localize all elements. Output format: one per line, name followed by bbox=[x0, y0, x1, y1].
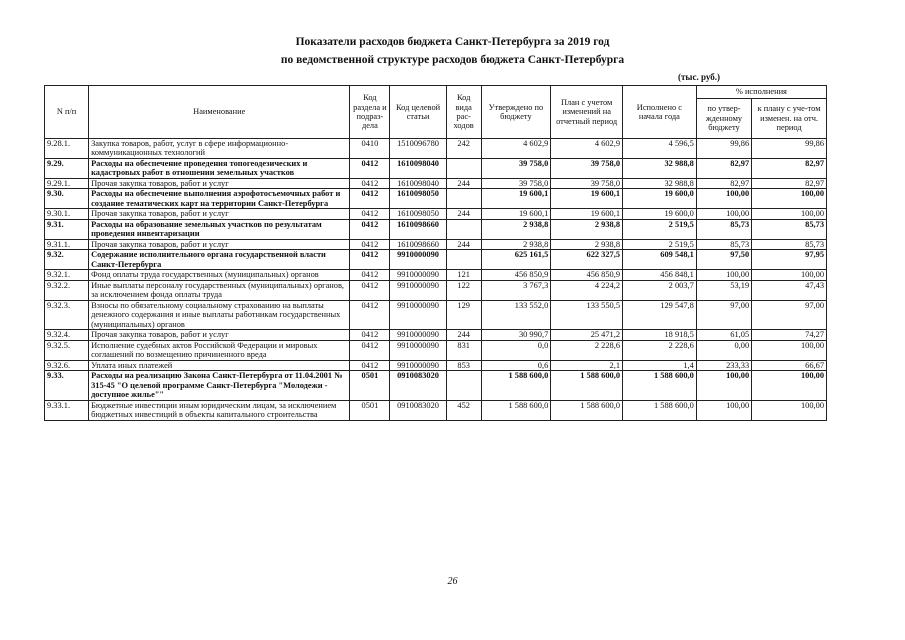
cell-name: Закупка товаров, работ, услуг в сфере информационно-коммуникационных технологий bbox=[89, 139, 350, 159]
header-percent-group: % исполнения bbox=[696, 86, 826, 99]
table-row bbox=[45, 340, 827, 360]
cell-plan: 39 758,0 bbox=[551, 178, 623, 188]
cell-approved: 625 161,5 bbox=[481, 250, 551, 270]
cell-executed: 2 519,5 bbox=[623, 239, 697, 249]
cell-executed: 2 003,7 bbox=[623, 280, 697, 300]
document-title-line1: Показатели расходов бюджета Санкт-Петербурга за 2019 год bbox=[295, 36, 610, 48]
cell-name: Фонд оплаты труда государственных (муниципальных) органов bbox=[89, 270, 350, 280]
cell-executed: 1,4 bbox=[623, 360, 697, 370]
table-row bbox=[45, 300, 827, 329]
cell-pct-plan: 66,67 bbox=[752, 360, 827, 370]
cell-section-code: 0412 bbox=[350, 280, 390, 300]
table-row bbox=[45, 400, 827, 420]
cell-num: 9.33.1. bbox=[45, 400, 89, 420]
cell-target-code: 9910000090 bbox=[390, 280, 446, 300]
cell-expense-type: 122 bbox=[446, 280, 481, 300]
cell-plan: 2 228,6 bbox=[551, 340, 623, 360]
cell-approved: 0,6 bbox=[481, 360, 551, 370]
cell-plan: 622 327,5 bbox=[551, 250, 623, 270]
header-plan: План с учетом изменений на отчетный период bbox=[551, 86, 623, 139]
cell-pct-plan: 74,27 bbox=[752, 330, 827, 340]
cell-executed: 456 848,1 bbox=[623, 270, 697, 280]
cell-name: Бюджетные инвестиции иным юридическим лицам, за исключением бюджетных инвестиций в объекты капитального строительства bbox=[89, 400, 350, 420]
cell-expense-type: 244 bbox=[446, 209, 481, 219]
cell-expense-type bbox=[446, 189, 481, 209]
table-row bbox=[45, 360, 827, 370]
cell-target-code: 1610098660 bbox=[390, 239, 446, 249]
cell-plan: 19 600,1 bbox=[551, 209, 623, 219]
table-row bbox=[45, 189, 827, 209]
cell-pct-plan: 100,00 bbox=[752, 189, 827, 209]
table-row bbox=[45, 158, 827, 178]
cell-pct-budget: 97,00 bbox=[696, 300, 751, 329]
cell-section-code: 0412 bbox=[350, 209, 390, 219]
cell-section-code: 0412 bbox=[350, 300, 390, 329]
cell-approved: 19 600,1 bbox=[481, 189, 551, 209]
cell-name: Прочая закупка товаров, работ и услуг bbox=[89, 330, 350, 340]
table-row bbox=[45, 239, 827, 249]
cell-section-code: 0412 bbox=[350, 219, 390, 239]
cell-pct-budget: 82,97 bbox=[696, 158, 751, 178]
cell-num: 9.33. bbox=[45, 371, 89, 400]
cell-name: Взносы по обязательному социальному страхованию на выплаты денежного содержания и иные выплаты работникам государственных (муниципальных) органов bbox=[89, 300, 350, 329]
cell-num: 9.32.5. bbox=[45, 340, 89, 360]
cell-num: 9.30. bbox=[45, 189, 89, 209]
cell-executed: 32 988,8 bbox=[623, 158, 697, 178]
cell-num: 9.31.1. bbox=[45, 239, 89, 249]
table-row bbox=[45, 250, 827, 270]
header-section-code: Код раздела и подраз-дела bbox=[350, 86, 390, 139]
header-pct-plan: к плану с уче-том изменен. на отч. период bbox=[752, 99, 827, 139]
cell-num: 9.31. bbox=[45, 219, 89, 239]
cell-name: Расходы на образование земельных участков по результатам проведения инвентаризации bbox=[89, 219, 350, 239]
cell-approved: 1 588 600,0 bbox=[481, 371, 551, 400]
cell-num: 9.32.6. bbox=[45, 360, 89, 370]
cell-expense-type: 244 bbox=[446, 330, 481, 340]
cell-pct-budget: 97,50 bbox=[696, 250, 751, 270]
cell-approved: 0,0 bbox=[481, 340, 551, 360]
cell-section-code: 0501 bbox=[350, 371, 390, 400]
cell-name: Прочая закупка товаров, работ и услуг bbox=[89, 239, 350, 249]
cell-plan: 2 938,8 bbox=[551, 219, 623, 239]
cell-executed: 18 918,5 bbox=[623, 330, 697, 340]
cell-approved: 456 850,9 bbox=[481, 270, 551, 280]
cell-expense-type: 242 bbox=[446, 139, 481, 159]
cell-pct-plan: 82,97 bbox=[752, 158, 827, 178]
cell-executed: 19 600,0 bbox=[623, 189, 697, 209]
cell-section-code: 0412 bbox=[350, 330, 390, 340]
cell-num: 9.29. bbox=[45, 158, 89, 178]
cell-expense-type: 853 bbox=[446, 360, 481, 370]
cell-approved: 2 938,8 bbox=[481, 239, 551, 249]
cell-expense-type: 244 bbox=[446, 178, 481, 188]
table-row bbox=[45, 178, 827, 188]
cell-pct-plan: 100,00 bbox=[752, 371, 827, 400]
header-executed: Исполнено с начала года bbox=[623, 86, 697, 139]
cell-section-code: 0412 bbox=[350, 360, 390, 370]
cell-executed: 32 988,8 bbox=[623, 178, 697, 188]
cell-section-code: 0412 bbox=[350, 189, 390, 209]
cell-num: 9.32.1. bbox=[45, 270, 89, 280]
cell-pct-plan: 100,00 bbox=[752, 270, 827, 280]
header-pct-budget: по утвер-жденному бюджету bbox=[696, 99, 751, 139]
cell-pct-plan: 97,00 bbox=[752, 300, 827, 329]
cell-approved: 2 938,8 bbox=[481, 219, 551, 239]
cell-section-code: 0412 bbox=[350, 250, 390, 270]
cell-target-code: 1610098040 bbox=[390, 178, 446, 188]
cell-executed: 19 600,0 bbox=[623, 209, 697, 219]
cell-target-code: 1610098050 bbox=[390, 209, 446, 219]
cell-target-code: 1510096780 bbox=[390, 139, 446, 159]
cell-expense-type bbox=[446, 158, 481, 178]
cell-section-code: 0412 bbox=[350, 340, 390, 360]
cell-pct-plan: 100,00 bbox=[752, 340, 827, 360]
cell-target-code: 9910000090 bbox=[390, 250, 446, 270]
budget-table bbox=[44, 85, 827, 421]
cell-name: Иные выплаты персоналу государственных (муниципальных) органов, за исключением фонда оплаты труда bbox=[89, 280, 350, 300]
cell-executed: 129 547,8 bbox=[623, 300, 697, 329]
cell-target-code: 1610098040 bbox=[390, 158, 446, 178]
cell-num: 9.32.3. bbox=[45, 300, 89, 329]
cell-pct-budget: 82,97 bbox=[696, 178, 751, 188]
cell-pct-plan: 99,86 bbox=[752, 139, 827, 159]
cell-target-code: 1610098050 bbox=[390, 189, 446, 209]
cell-plan: 133 550,5 bbox=[551, 300, 623, 329]
units-label: (тыс. руб.) bbox=[678, 72, 720, 82]
cell-plan: 1 588 600,0 bbox=[551, 371, 623, 400]
cell-pct-plan: 100,00 bbox=[752, 400, 827, 420]
cell-plan: 4 602,9 bbox=[551, 139, 623, 159]
cell-pct-plan: 85,73 bbox=[752, 219, 827, 239]
cell-expense-type bbox=[446, 219, 481, 239]
cell-approved: 19 600,1 bbox=[481, 209, 551, 219]
cell-num: 9.32.2. bbox=[45, 280, 89, 300]
cell-num: 9.30.1. bbox=[45, 209, 89, 219]
cell-pct-plan: 82,97 bbox=[752, 178, 827, 188]
cell-plan: 2,1 bbox=[551, 360, 623, 370]
cell-pct-budget: 100,00 bbox=[696, 209, 751, 219]
header-target-code: Код целевой статьи bbox=[390, 86, 446, 139]
cell-approved: 39 758,0 bbox=[481, 178, 551, 188]
table-row bbox=[45, 330, 827, 340]
cell-pct-budget: 100,00 bbox=[696, 371, 751, 400]
cell-plan: 2 938,8 bbox=[551, 239, 623, 249]
table-row bbox=[45, 371, 827, 400]
cell-executed: 609 548,1 bbox=[623, 250, 697, 270]
cell-num: 9.29.1. bbox=[45, 178, 89, 188]
cell-plan: 1 588 600,0 bbox=[551, 400, 623, 420]
cell-name: Расходы на обеспечение проведения топогеодезических и кадастровых работ в отношении земельных участков bbox=[89, 158, 350, 178]
header-expense-type-code: Код вида рас-ходов bbox=[446, 86, 481, 139]
cell-name: Исполнение судебных актов Российской Федерации и мировых соглашений по возмещению причиненного вреда bbox=[89, 340, 350, 360]
cell-target-code: 9910000090 bbox=[390, 270, 446, 280]
cell-plan: 456 850,9 bbox=[551, 270, 623, 280]
cell-name: Расходы на реализацию Закона Санкт-Петербурга от 11.04.2001 № 315-45 "О целевой программе Санкт-Петербурга "Молодежи - доступное жилье"" bbox=[89, 371, 350, 400]
cell-pct-budget: 100,00 bbox=[696, 270, 751, 280]
table-row bbox=[45, 270, 827, 280]
cell-pct-budget: 233,33 bbox=[696, 360, 751, 370]
table-row bbox=[45, 280, 827, 300]
table-row bbox=[45, 139, 827, 159]
cell-plan: 39 758,0 bbox=[551, 158, 623, 178]
cell-target-code: 9910000090 bbox=[390, 340, 446, 360]
cell-pct-budget: 53,19 bbox=[696, 280, 751, 300]
document-title-line2: по ведомственной структуре расходов бюджета Санкт-Петербурга bbox=[280, 54, 625, 66]
cell-target-code: 1610098660 bbox=[390, 219, 446, 239]
cell-approved: 4 602,9 bbox=[481, 139, 551, 159]
header-num: N п/п bbox=[45, 86, 89, 139]
page-number: 26 bbox=[447, 576, 458, 587]
cell-pct-budget: 85,73 bbox=[696, 239, 751, 249]
cell-pct-budget: 100,00 bbox=[696, 189, 751, 209]
cell-target-code: 9910000090 bbox=[390, 300, 446, 329]
cell-pct-budget: 61,05 bbox=[696, 330, 751, 340]
cell-approved: 30 990,7 bbox=[481, 330, 551, 340]
cell-approved: 1 588 600,0 bbox=[481, 400, 551, 420]
table-row bbox=[45, 219, 827, 239]
cell-num: 9.32. bbox=[45, 250, 89, 270]
cell-section-code: 0412 bbox=[350, 178, 390, 188]
cell-plan: 25 471,2 bbox=[551, 330, 623, 340]
cell-expense-type: 452 bbox=[446, 400, 481, 420]
cell-expense-type: 831 bbox=[446, 340, 481, 360]
table-row bbox=[45, 209, 827, 219]
cell-section-code: 0501 bbox=[350, 400, 390, 420]
cell-approved: 133 552,0 bbox=[481, 300, 551, 329]
cell-num: 9.28.1. bbox=[45, 139, 89, 159]
cell-pct-budget: 0,00 bbox=[696, 340, 751, 360]
cell-target-code: 0910083020 bbox=[390, 371, 446, 400]
cell-pct-budget: 85,73 bbox=[696, 219, 751, 239]
cell-approved: 3 767,3 bbox=[481, 280, 551, 300]
cell-pct-plan: 47,43 bbox=[752, 280, 827, 300]
cell-section-code: 0410 bbox=[350, 139, 390, 159]
cell-target-code: 0910083020 bbox=[390, 400, 446, 420]
cell-num: 9.32.4. bbox=[45, 330, 89, 340]
cell-name: Прочая закупка товаров, работ и услуг bbox=[89, 178, 350, 188]
cell-name: Содержание исполнительного органа государственной власти Санкт-Петербурга bbox=[89, 250, 350, 270]
cell-expense-type: 121 bbox=[446, 270, 481, 280]
cell-target-code: 9910000090 bbox=[390, 330, 446, 340]
header-name: Наименование bbox=[89, 86, 350, 139]
cell-target-code: 9910000090 bbox=[390, 360, 446, 370]
cell-executed: 2 228,6 bbox=[623, 340, 697, 360]
cell-executed: 2 519,5 bbox=[623, 219, 697, 239]
cell-section-code: 0412 bbox=[350, 270, 390, 280]
cell-plan: 4 224,2 bbox=[551, 280, 623, 300]
cell-section-code: 0412 bbox=[350, 158, 390, 178]
cell-name: Уплата иных платежей bbox=[89, 360, 350, 370]
cell-name: Прочая закупка товаров, работ и услуг bbox=[89, 209, 350, 219]
cell-approved: 39 758,0 bbox=[481, 158, 551, 178]
cell-pct-plan: 97,95 bbox=[752, 250, 827, 270]
cell-pct-budget: 99,86 bbox=[696, 139, 751, 159]
cell-expense-type: 129 bbox=[446, 300, 481, 329]
cell-section-code: 0412 bbox=[350, 239, 390, 249]
cell-executed: 4 596,5 bbox=[623, 139, 697, 159]
cell-executed: 1 588 600,0 bbox=[623, 400, 697, 420]
cell-plan: 19 600,1 bbox=[551, 189, 623, 209]
cell-pct-plan: 100,00 bbox=[752, 209, 827, 219]
cell-expense-type bbox=[446, 250, 481, 270]
cell-pct-plan: 85,73 bbox=[752, 239, 827, 249]
cell-expense-type bbox=[446, 371, 481, 400]
cell-name: Расходы на обеспечение выполнения аэрофотосъемочных работ и создание тематических карт на территории Санкт-Петербурга bbox=[89, 189, 350, 209]
cell-pct-budget: 100,00 bbox=[696, 400, 751, 420]
cell-executed: 1 588 600,0 bbox=[623, 371, 697, 400]
header-approved: Утверждено по бюджету bbox=[481, 86, 551, 139]
cell-expense-type: 244 bbox=[446, 239, 481, 249]
